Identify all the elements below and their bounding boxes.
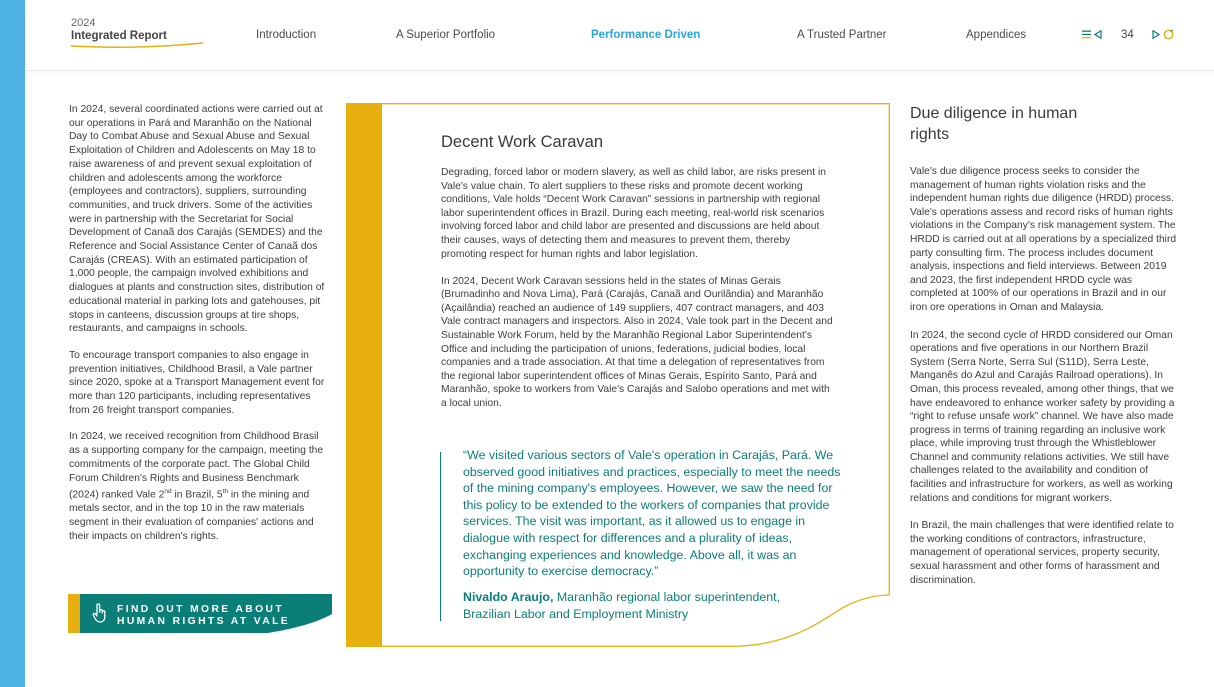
right-text-column: [910, 165, 1178, 601]
logo-title: Integrated Report: [71, 30, 167, 42]
right-paragraph-3: In Brazil, the main challenges that were identified relate to the working conditions of contractors, infrastructure, management of operational services, property security, sexual harassment and other forms of harassment and discrimination.: [910, 520, 1174, 586]
nav-tab-superior-portfolio[interactable]: A Superior Portfolio: [396, 29, 496, 41]
return-icon[interactable]: [1163, 29, 1174, 40]
decent-work-caravan-title: Decent Work Caravan: [441, 133, 604, 151]
side-accent-stripe: [0, 0, 25, 687]
pointing-hand-icon: [92, 603, 108, 623]
due-diligence-title: Due diligence in human rights: [910, 105, 1078, 143]
caravan-body-text: [441, 166, 833, 424]
testimonial-quote: “We visited various sectors of Vale's operation in Carajás, Pará. We observed good initiatives and practices, especially to meet the needs of the mining company's employees. However, we saw the need for this policy to be extended to the workers of companies that provide services. The visit was important, as it allowed us to engage in dialogue with respect for differences and a plurality of ideas, exchanging experiences and knowledge. Above all, it was an opportunity to exercise democracy.”: [463, 448, 841, 579]
quote-author-name: Nivaldo Araujo,: [463, 590, 554, 604]
left-paragraph-3-part-a: In 2024, we received recognition from Childhood Brasil as a supporting company for the campaign, meeting the commitments of the corporate pact. The Global Child Forum Children's Rights and Business Benchmark (2024) ranked Vale 2: [69, 431, 324, 501]
find-out-more-button[interactable]: [68, 594, 332, 633]
next-page-icon[interactable]: [1152, 30, 1160, 39]
cta-label-line-1: FIND OUT MORE ABOUT: [117, 604, 285, 615]
right-paragraph-2: In 2024, the second cycle of HRDD considered our Oman operations and five operations in our Northern Brazil System (Serra Norte, Serra Sul (S11D), Serra Leste, Manganês do Azul and Carajás Railroad operations). In Oman, this process revealed, among other things, that we have endeavored to enhance worker safety by providing a “right to refuse unsafe work” channel. We have also made progress in terms of training regarding an inclusive work place, while improving trust through the Whistleblower Channel and community relations activities. We still have challenges related to the availability and condition of facilities and infrastructure for workers, as well as working relations and conditions for migrant workers.: [910, 329, 1175, 504]
superscript-th: th: [222, 488, 228, 496]
logo-year: 2024: [71, 17, 96, 29]
cta-label-line-2: HUMAN RIGHTS AT VALE: [117, 615, 291, 627]
quote-author-role: Maranhão regional labor superintendent, Brazilian Labor and Employment Ministry: [463, 590, 781, 621]
left-paragraph-3-part-c: in the mining and metals sector, and in the top 10 in the raw materials segment in their evaluation of companies' actions and their impacts on children's rights.: [69, 489, 314, 542]
superscript-nd: nd: [164, 488, 172, 496]
nav-tab-appendices[interactable]: Appendices: [966, 29, 1027, 41]
left-paragraph-3-part-b: in Brazil, 5: [171, 489, 223, 501]
left-paragraph-1: In 2024, several coordinated actions were carried out at our operations in Pará and Maranhão on the National Day to Combat Abuse and Sexual Abuse and Sexual Exploitation of Children and Adolescents on May 18 to raise awareness of and prevent sexual exploitation of children and adolescents among the workforce (employees and contractors), suppliers, surrounding communities, and truck drivers. Some of the activities were in partnership with the Secretariat for Social Development of Canaã dos Carajás (SEMDES) and the Reference and Social Assistance Center of Canaã dos Carajás (CREAS). With an estimated participation of 1,000 people, the campaign involved exhibitions and dialogues at plants and construction sites, distribution of educational material in parking lots and gatehouses, pit stops in canteens, discussion groups at tire shops, restaurants, and campaigns in schools.: [69, 104, 325, 335]
quote-attribution: [463, 589, 823, 622]
top-navigation-bar: [25, 0, 1214, 71]
page-number: 34: [1121, 29, 1134, 41]
caravan-paragraph-2: In 2024, Decent Work Caravan sessions held in the states of Minas Gerais (Brumadinho and Nova Lima), Pará (Carajás, Canaã and Ourilândia) and Maranhão (Açailândia) reached an audience of 149 suppliers, 407 contract managers, and 403 Vale contract managers and inspectors. Also in 2024, Vale took part in the Decent and Sustainable Work Forum, held by the Maranhão Regional Labor Superintendent's Office and including the participation of unions, federations, judicial bodies, local companies and a trade association. At that time a delegation of representatives from the regional labor superintendent offices of Minas Gerais, Espírito Santo, Pará and Maranhão, spoke to workers from Vale's Carajás and Salobo operations and met with a local union.: [441, 275, 833, 409]
caravan-paragraph-1: Degrading, forced labor or modern slavery, as well as child labor, are risks present in Vale's value chain. To alert suppliers to these risks and promote decent working conditions, Vale holds “Decent Work Caravan” sessions in partnership with regional labor superintendent offices in Brazil. During each meeting, real-world risk scenarios involving forced labor and child labor are presented and discussions are held about their causes, ways of detecting them and measures to prevent them, thereby promoting respect for human rights and labor legislation.: [441, 167, 826, 260]
nav-tab-performance-driven[interactable]: Performance Driven: [591, 29, 701, 41]
right-paragraph-1: Vale's due diligence process seeks to consider the management of human rights violation risks and the independent human rights due diligence (HRDD) process. Vale's operations assess and record risks of human rights violations in the Company's risk management system. The HRDD is carried out at all operations by a specialized third party consulting firm. The process includes document analysis, inspections and field interviews. Between 2019 and 2023, the first independent HRDD cycle was completed at 100% of our operations in Brazil and in our iron ore operations in Oman and Malaysia.: [910, 166, 1177, 313]
logo-swoosh-icon: [71, 42, 205, 50]
previous-page-icon[interactable]: [1094, 30, 1102, 39]
menu-icon[interactable]: [1082, 30, 1091, 39]
nav-tab-trusted-partner[interactable]: A Trusted Partner: [797, 29, 887, 41]
report-logo[interactable]: [71, 18, 167, 43]
left-paragraph-3: [69, 430, 331, 543]
center-accent-bar: [346, 103, 382, 647]
quote-rule: [440, 452, 441, 621]
left-paragraph-2: To encourage transport companies to also engage in prevention initiatives, Childhood Brasil, a Vale partner since 2020, spoke at a Transport Management event for more than 120 participants, including representatives from 26 freight transport companies.: [69, 349, 325, 416]
left-text-column: [69, 103, 331, 557]
nav-tab-introduction[interactable]: Introduction: [256, 29, 317, 41]
cta-label: [117, 604, 307, 627]
